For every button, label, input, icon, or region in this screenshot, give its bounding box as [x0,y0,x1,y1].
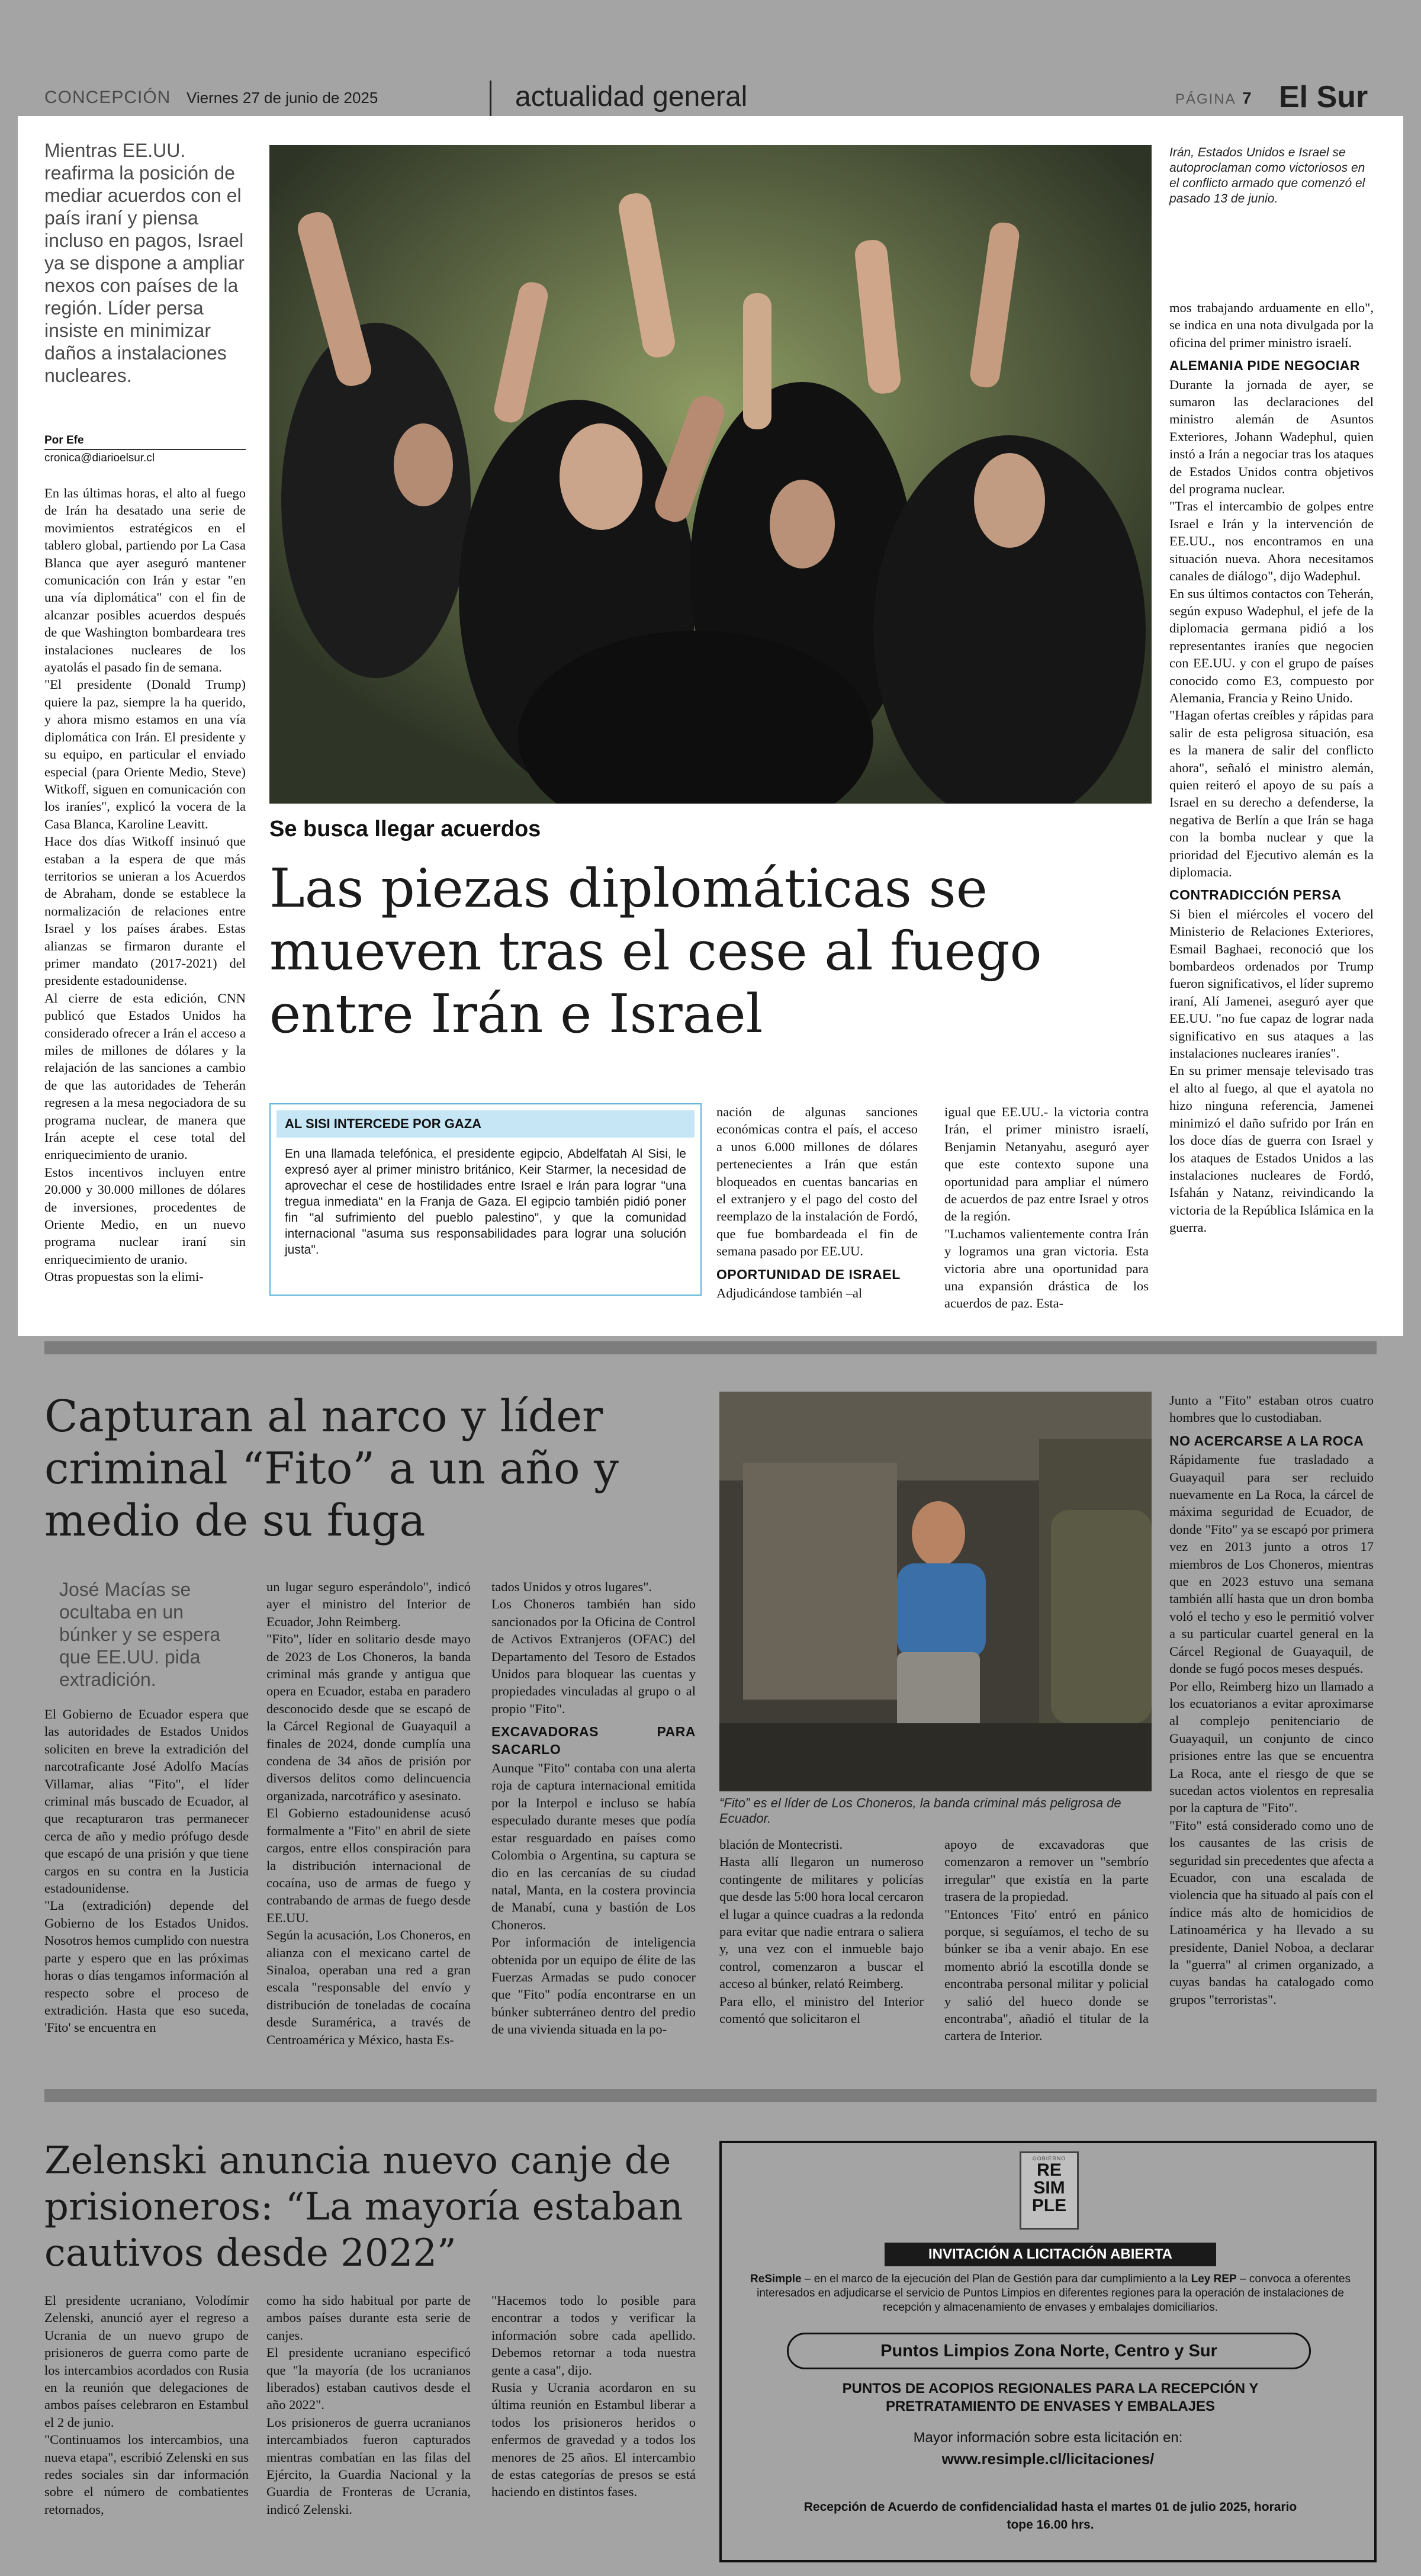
article1-subhead: Mientras EE.UU. reafirma la posición de mediar acuerdos con el país iraní y piensa incluso en pagos, Israel ya se dispone a ampliar nexos con países de la región. Líder persa insiste en minimizar daños a instalaciones nucleares. [44,140,245,386]
logo-line-2: SIM [1033,2178,1065,2198]
page-header [0,0,1421,118]
resimple-ad [719,2141,1377,2562]
col5-body-c: Si bien el miércoles el vocero del Ministerio de Relaciones Exteriores, Esmail Baghaei, reconoció que los bombardeos ordenados por Trump fueron significativos, el líder supremo iraní, Alí Jamenei, aseguró ayer que EE.UU. "no fue capaz de lograr nada significativo en sus ataques a las instalaciones nucleares iraníes". En su primer mensaje televisado tras el alto al fuego, al que el ayatola no hizo ninguna referencia, Jamenei minimizó el daño sufrido por Irán en los doce días de guerra con Israel y los ataques de Estados Unidos a las instalaciones nucleares de Fordó, Isfahán y Natanz, reivindicando la victoria de la República Islámica en la guerra. [1169,906,1374,1235]
ad-intro-text-2: – convoca a oferentes interesados en adjudicarse el servicio de Puntos Limpios en diferentes regiones para la operación de instalaciones de recepción y almacenamiento de envases y embalajes domiciliarios. [757,2273,1351,2314]
article2-photo [719,1392,1152,1791]
section-separator-1 [44,1341,1377,1354]
ad-banner: INVITACIÓN A LICITACIÓN ABIERTA [885,2243,1216,2266]
ad-intro-text: – en el marco de la ejecución del Plan de Gestión para dar cumplimiento a la [804,2273,1188,2285]
col5-body-b: Durante la jornada de ayer, se sumaron las declaraciones del ministro alemán de Asuntos Exteriores, Johann Wadephul, quien instó a Irán a negociar tras los ataques de Estados Unidos contra objetivos del programa nuclear. "Tras el intercambio de golpes entre Israel e Irán y la intervención de EE.UU., nos encontramos en una situación nueva. Ahora necesitamos canales de diálogo", dijo Wadephul. En sus últimos contactos con Teherán, según expuso Wadephul, el jefe de la diplomacia germana pidió a los representantes iraníes que negocien con EE.UU. y con el grupo de países conocido como E3, compuesto por Alemania, Francia y Reino Unido. "Hagan ofertas creíbles y rápidas para salir de esta peligrosa situación, esa es la manera de salir del conflicto ahora", señaló el ministro alemán, quien reiteró el apoyo de su país a Israel en su derecho a defenderse, la negativa de Berlín a que Irán se haga con la bomba nuclear y que la prioridad del Ejecutivo alemán es la diplomacia. [1169,377,1374,879]
header-city: CONCEPCIÓN [44,88,171,107]
brand-logo: El Sur [1279,80,1368,114]
article1-byline: Por Efe [44,434,84,447]
a2-col3-subhead: EXCAVADORAS PARA SACARLO [491,1724,696,1757]
article3-title: Zelenski anuncia nuevo canje de prisioneros: “La mayoría estaban cautivos desde 2022” [44,2139,683,2275]
col5-subhead-1: ALEMANIA PIDE NEGOCIAR [1169,358,1360,374]
protest-illustration [269,145,1152,804]
al-sisi-box [269,1103,702,1296]
byline-rule [44,449,246,450]
al-sisi-box-text: En una llamada telefónica, el presidente egipcio, Abdelfatah Al Sisi, le expresó ayer al primer ministro británico, Keir Starmer, la necesidad de aprovechar el cese de hostilidades entre Israel e Irán para lograr "una tregua inmediata" en la Franja de Gaza. El egipcio también pidió poner fin "al sufrimiento del pueblo palestino", y que la comunidad internacional "asuma sus responsabilidades para lograr una solución justa". [285,1147,686,1257]
a2-col6-body-b: Rápidamente fue trasladado a Guayaquil para ser recluido nuevamente en La Roca, la cárcel de máxima seguridad de Ecuador, de donde "Fito" ya se escapó por primera vez en 2013 junto a otros 17 miembros de Los Choneros, mientras que en 2023 estuvo una semana también allí hasta que un dron bomba voló el techo y eso le permitió volver a su particular cuartel general en la Cárcel Regional de Guayaquil, de donde se fugó pocos meses después. Por ello, Reimberg hizo un llamado a los ecuatorianos a evitar aproximarse al complejo penitenciario de Guayaquil, un conjunto de cinco prisiones entre las que se encuentra La Roca, ante el riesgo de que se sucedan actos violentos en represalia por la captura de "Fito". "Fito" está considerado como uno de los causantes de las crisis de seguridad sin precedentes que afecta a Ecuador, con una escalada de violencia que ha situado al país con el índice más alto de homicidios de Latinoamérica y ha llevado a su presidente, Daniel Noboa, a declarar la "guerra" al crimen organizado, a cuyas bandas ha catalogado como grupos "terroristas". [1169,1452,1374,2007]
header-divider [490,81,491,117]
a2-col2-body: un lugar seguro esperándolo", indicó ayer el ministro del Interior de Ecuador, John Reimberg. "Fito", líder en solitario desde mayo de 2023 de Los Choneros, la banda criminal más grande y antigua que opera en Ecuador, estaba en paradero desconocido desde que se escapó de la Cárcel Regional de Guayaquil a finales de 2024, donde cumplía una condena de 34 años de prisión por diversos delitos como delincuencia organizada, narcotráfico y asesinato. El Gobierno estadounidense acusó formalmente a "Fito" en abril de siete cargos, entre ellos conspiración para la distribución internacional de cocaína, uso de armas de fuego y contrabando de armas de fuego desde EE.UU. Según la acusación, Los Choneros, en alianza con el mexicano cartel de Sinaloa, operaban una red a gran escala "responsable del envío y distribución de toneladas de cocaína desde Suramérica, a través de Centroamérica y México, hasta Es- [266,1579,471,2047]
a3-col1-body: El presidente ucraniano, Volodímir Zelenski, anunció ayer el regreso a Ucrania de un nuevo grupo de prisioneros de guerra como parte de los intercambios acordados con Rusia en la reunión que delegaciones de ambos países celebraron en Estambul el 2 de junio. "Continuamos los intercambios, una nueva etapa", escribió Zelenski en sus redes sociales sin dar información sobre el número de combatientes retornados, [44,2293,249,2517]
ad-info: Mayor información sobre esta licitación en: [913,2430,1183,2446]
col4-body: igual que EE.UU.- la victoria contra Irán, el primer ministro israelí, Benjamin Netanyahu, aseguró ayer que este contexto supone una oportunidad para ampliar el número de acuerdos de paz entre Israel y otros de la región. "Luchamos valientemente contra Irán y logramos una gran victoria. Esta victoria abre una oportunidad para una expansión drástica de los acuerdos de paz. Esta- [944,1104,1149,1311]
a2-col3-body-b: Aunque "Fito" contaba con una alerta roja de captura internacional emitida por la Interpol e incluso se había especulado durante meses que podía estar resguardado en países como Colombia o Argentina, su captura se dio en las cercanías de su ciudad natal, Manta, en la costera provincia de Manabí, cuna y bastión de Los Choneros. Por información de inteligencia obtenida por un equipo de élite de las Fuerzas Armadas se pudo conocer que "Fito" podía encontrarse en un búnker subterráneo dentro del predio de una vivienda situada en la po- [491,1761,696,2037]
article1-photo [269,145,1152,804]
ad-intro [740,2272,1361,2315]
article1-title: Las piezas diplomáticas se mueven tras el cese al fuego entre Irán e Israel [269,857,1042,1045]
article2-subhead: José Macías se ocultaba en un búnker y se espera que EE.UU. pida extradición. [59,1579,221,1690]
article1-col3 [716,1103,918,1316]
section-separator-2 [44,2089,1377,2102]
article1-col5 [1169,299,1374,1318]
a2-col1-body: El Gobierno de Ecuador espera que las autoridades de Estados Unidos soliciten en breve la extradición del narcotraficante José Adolfo Macías Villamar, alias "Fito", el líder criminal más buscado de Ecuador, al que recapturaron tras permanecer cerca de año y medio prófugo desde que escapó de una prisión y que tiene cargos en su contra en la Justicia estadounidense. "La (extradición) depende del Gobierno de los Estados Unidos. Nosotros hemos cumplido con nuestra parte y espero que en las próximas horas o días tengamos información al respecto sobre el proceso de extradición. Hasta que eso suceda, 'Fito' se encuentra en [44,1707,249,2035]
article1-kicker: Se busca llegar acuerdos [269,817,541,841]
col1-body: En las últimas horas, el alto al fuego de Irán ha desatado una serie de movimientos estratégicos en el tablero global, partiendo por La Casa Blanca que ayer aseguró mantener comunicación con Irán y estar "en una vía diplomática" con el fin de alcanzar posibles acuerdos después de que Washington bombardeara tres instalaciones nucleares de los ayatolás el pasado fin de semana. "El presidente (Donald Trump) quiere la paz, siempre la ha querido, y ahora mismo estamos en una vía diplomática con Irán. El presidente y su equipo, en particular el enviado especial (para Oriente Medio, Steve) Witkoff, siguen en comunicación con los iraníes", explicó la vocera de la Casa Blanca, Karoline Leavitt. Hace dos días Witkoff insinuó que estaban a la espera de que más territorios se unieran a los Acuerdos de Abraham, donde se establece la normalización de relaciones entre Israel y los países árabes. Estas alianzas se firmaron durante el primer mandato (2017-2021) del presidente estadounidense. Al cierre de esta edición, CNN publicó que Estados Unidos ha considerado ofrecer a Irán el acceso a miles de millones de dólares y la relajación de las sanciones a cambio de que las autoridades de Teherán regresen a la mesa negociadora de su programa nuclear, de manera que Irán acepte el cese total del enriquecimiento de uranio. Estos incentivos incluyen entre 20.000 y 30.000 millones de dólares de inversiones, procedentes de Oriente Medio, en un nuevo programa nuclear iraní sin enriquecimiento de uranio. Otras propuestas son la elimi- [44,486,246,1284]
a2-col6-subhead: NO ACERCARSE A LA ROCA [1169,1432,1364,1448]
article2-col3 [491,1578,696,2407]
ad-intro-law: Ley REP [1191,2273,1237,2285]
logo-line-3: PLE [1031,2196,1067,2215]
a2-col3-body: tados Unidos y otros lugares". Los Choneros también han sido sancionados por la Oficina de Control de Activos Extranjeros (OFAC) del Departamento del Tesoro de Estados Unidos para bloquear las cuentas y propiedades vinculadas al grupo o al propio "Fito". [491,1579,696,1716]
header-page-num: 7 [1242,89,1252,107]
article3-col1 [44,2292,249,2540]
article2-title: Capturan al narco y líder criminal “Fito” a un año y medio de su fuga [44,1391,619,1546]
ad-pill: Puntos Limpios Zona Norte, Centro y Sur [787,2333,1311,2369]
header-date: Viernes 27 de junio de 2025 [187,89,378,107]
resimple-logo [1020,2151,1079,2230]
a2-col5-body: apoyo de excavadoras que comenzaron a remover un "sembrío irregular" que existía en la parte trasera de la propiedad. "Entonces 'Fito' entró en pánico porque, si seguíamos, el techo de su búnker se iba a venir abajo. En ese momento abrió la escotilla donde se encontraba personal militar y policial y salió del hueco donde se encontraba", añadió el titular de la cartera de Interior. [944,1837,1149,2044]
article3-col2 [266,2292,471,2540]
ad-footer: Recepción de Acuerdo de confidencialidad hasta el martes 01 de julio 2025, horario tope 16.00 hrs. [803,2500,1297,2532]
col5-subhead-2: CONTRADICCIÓN PERSA [1169,887,1342,903]
a3-col3-body: "Hacemos todo lo posible para encontrar a todos y verificar la información sobre cada apellido. Debemos retornar a toda nuestra gente a casa", dijo. Rusia y Ucrania acordaron en su última reunión en Estambul liberar a todos los prisioneros heridos o enfermos de gravedad y a todos los menores de 25 años. El intercambio de estas categorías de presos se está haciendo en distintos fases. [491,2293,696,2500]
a2-col6-body: Junto a "Fito" estaban otros cuatro hombres que lo custodiaban. [1169,1393,1374,1425]
article1-email: cronica@diarioelsur.cl [44,452,155,464]
ad-subtitle: PUNTOS DE ACOPIOS REGIONALES PARA LA RECEPCIÓN Y PRETRATAMIENTO DE ENVASES Y EMBALAJES [842,2381,1259,2414]
article1-col4 [944,1103,1149,1316]
arrest-illustration [719,1392,1152,1791]
ad-intro-brand: ReSimple [750,2273,802,2285]
al-sisi-box-title: AL SISI INTERCEDE POR GAZA [277,1110,695,1138]
header-section: actualidad general [515,81,748,113]
article2-col2 [266,1578,471,2407]
header-page-label: PÁGINA [1175,91,1236,107]
article1-caption: Irán, Estados Unidos e Israel se autoproclaman como victoriosos en el conflicto armado que comenzó el pasado 13 de junio. [1169,146,1365,205]
a3-col2-body: como ha sido habitual por parte de ambos países durante esta serie de canjes. El presidente ucraniano especificó que "la mayoría (de los ucranianos liberados) estaban cautivos desde el año 2022". Los prisioneros de guerra ucranianos intercambiados fueron capturados mientras combatían en las filas del Ejército, la Guardia Nacional y la Guardia de Fronteras de Ucrania, indicó Zelenski. [266,2293,471,2517]
col3-body-b: Adjudicándose también –al [716,1286,863,1301]
article1-col1 [44,484,246,1308]
col5-body: mos trabajando arduamente en ello", se indica en una nota divulgada por la oficina del primer ministro israelí. [1169,300,1374,350]
article2-caption: “Fito” es el líder de Los Choneros, la banda criminal más peligrosa de Ecuador. [719,1796,1121,1826]
article3-col3 [491,2292,696,2540]
col3-subhead: OPORTUNIDAD DE ISRAEL [716,1266,901,1282]
col3-body: nación de algunas sanciones económicas contra el país, el acceso a unos 6.000 millones de dólares pertenecientes a Irán que están bloqueados en cuentas bancarias en el extranjero y el pago del costo del reemplazo de la instalación de Fordó, que fue bombardeada el fin de semana pasado por EE.UU. [716,1104,918,1259]
a2-col4-body: blación de Montecristi. Hasta allí llegaron un numeroso contingente de militares y policías que desde las 5:00 hora local cercaron el lugar a quince cuadras a la redonda para evitar que nadie entrara o saliera y, una vez con el inmueble bajo control, comenzaron a buscar el acceso al búnker, relató Reimberg. Para ello, el ministro del Interior comentó que solicitaron el [719,1837,924,2026]
logo-small-text: GOBIERNO [1032,2156,1066,2161]
logo-line-1: RE [1037,2160,1062,2180]
ad-url[interactable]: www.resimple.cl/licitaciones/ [941,2450,1155,2468]
